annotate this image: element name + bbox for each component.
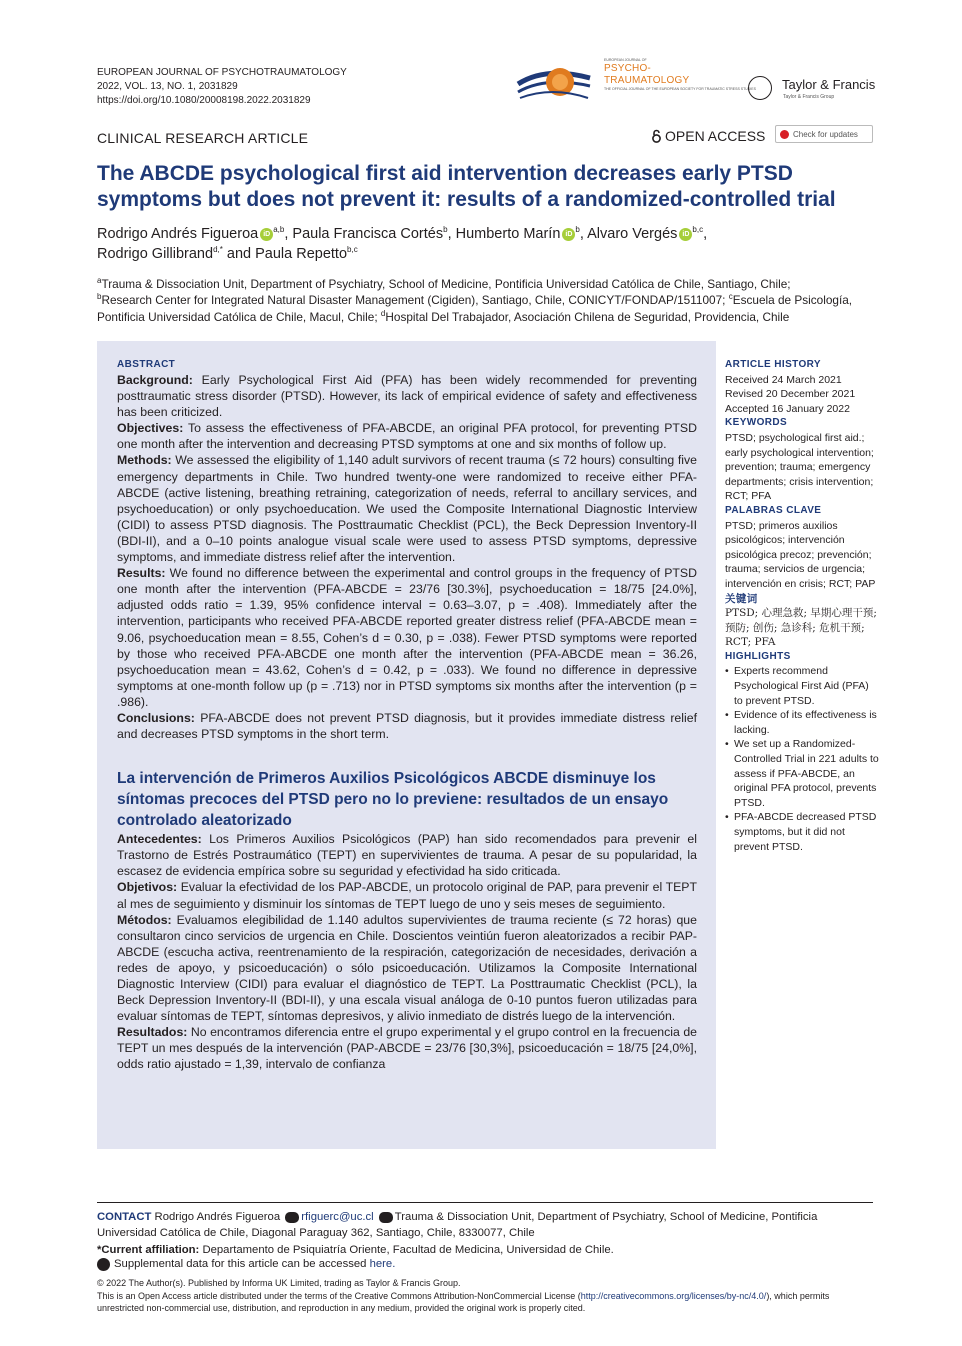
- journal-logo: [516, 58, 756, 108]
- journal-name: EUROPEAN JOURNAL OF PSYCHOTRAUMATOLOGY: [97, 67, 347, 78]
- abstract-conclusions: [117, 710, 697, 742]
- section-label: Objectives:: [117, 421, 184, 436]
- highlights-heading: HIGHLIGHTS: [725, 650, 791, 662]
- section-text: To assess the effectiveness of PFA-ABCDE, an original PFA protocol, for preventing PTSD one month after the intervention and decreasing PTSD symptoms at one and six months of follow up.: [117, 421, 698, 452]
- orcid-icon[interactable]: iD: [679, 228, 692, 241]
- author-name: Rodrigo Gillibrand: [97, 246, 214, 262]
- supplemental-data: [97, 1257, 873, 1272]
- abstract-methods: [117, 452, 697, 565]
- author-sup: b,c: [347, 245, 358, 255]
- current-affiliation: [97, 1243, 873, 1258]
- author-sep: ,: [703, 226, 708, 242]
- affiliations: [97, 276, 882, 325]
- author-name: Paula Repetto: [255, 246, 348, 262]
- logo-small-bottom: THE OFFICIAL JOURNAL OF THE EUROPEAN SOCIETY FOR TRAUMATIC STRESS STUDIES: [604, 87, 756, 91]
- abstract-objectives: [117, 420, 697, 452]
- section-label: Results:: [117, 566, 166, 581]
- revised-date: Revised 20 December 2021: [725, 388, 856, 401]
- author-sep: ,: [447, 226, 456, 242]
- section-text: Evaluar la efectividad de los PAP-ABCDE, un protocolo original de PAP, para prevenir el TEPT al mes de seguimiento y disminuir los síntomas de TEPT luego de uno y seis meses de seguimiento.: [117, 880, 697, 911]
- open-lock-icon: [651, 129, 662, 143]
- license-part: This is an Open Access article distributed under the terms of the Creative Commons Attribution-NonCommercial License (: [97, 1290, 581, 1301]
- author-name: Paula Francisca Cortés: [292, 226, 444, 242]
- affiliation-a: Trauma & Dissociation Unit, Department of Psychiatry, School of Medicine, Pontificia Universidad Católica de Chile, Santiago, Chile;: [101, 277, 791, 291]
- author-sep: and: [222, 246, 256, 262]
- author-sup: d,*: [213, 245, 223, 255]
- author-sep: ,: [284, 226, 293, 242]
- affiliation-c: Escuela de Psicología, Pontificia Universidad Católica de Chile, Macul, Chile;: [97, 293, 853, 324]
- contact-email[interactable]: rfiguerc@uc.cl: [301, 1211, 374, 1223]
- affil-sup: a: [97, 276, 102, 286]
- section-text: No encontramos diferencia entre el grupo experimental y el grupo control en la frecuencia de TEPT un mes después de la intervención (PAP-ABCDE = 23/76 [30,3%], psicoeducación = 18/75 [24,0%], odds ratio ajustado = 1,39, intervalo de confianza: [117, 1025, 697, 1072]
- contact-name: Rodrigo Andrés Figueroa: [154, 1211, 281, 1223]
- section-text: We found no difference between the experimental and control groups in the frequency of PTSD one month after the intervention (PFA-ABCDE = 23/76 [30.3%], psychoeducation = 18/75 [24.0%], adjusted odds ratio = 1.39, 95% confidence interval = 0.63–3.07, p = .408). Immediately after the intervention, participants who received PFA-ABCDE reported greater distress relief (PFA-ABCDE mean = 9.06, psychoeducation mean = 8.55, Cohen’s d = 0.30, p = .038). Fewer PTSD symptoms were reported by those who received PFA-ABCDE one month after the intervention (PFA-ABCDE mean = 36.26, psychoeducation mean = 43.62, Cohen’s d = 0.42, p = .033). We found no difference in depressive symptoms at one-month follow up (p = .713) nor in PTSD symptoms six months after the intervention (p = .986).: [117, 566, 697, 709]
- affiliation-d: Hospital Del Trabajador, Asociación Chilena de Seguridad, Providencia, Chile: [385, 309, 790, 324]
- highlights-list: [725, 664, 880, 854]
- section-label: Methods:: [117, 453, 172, 468]
- highlight-item: • PFA-ABCDE decreased PTSD symptoms, but it did not prevent PTSD.: [725, 810, 880, 854]
- article-title: The ABCDE psychological first aid intervention decreases early PTSD symptoms but does not prevent it: results of a randomized-controlled trial: [97, 162, 836, 211]
- highlight-item: • We set up a Randomized-Controlled Trial in 221 adults to assess if PFA-ABCDE, an original PFA protocol, prevents PTSD.: [725, 737, 880, 810]
- publisher-logo: [748, 76, 878, 106]
- abstract-heading: ABSTRACT: [117, 359, 176, 370]
- current-text: Departamento de Psiquiatría Oriente, Facultad de Medicina, Universidad de Chile.: [202, 1244, 614, 1256]
- license-url[interactable]: http://creativecommons.org/licenses/by-nc/4.0/: [580, 1290, 767, 1301]
- section-text: PFA-ABCDE does not prevent PTSD diagnosis, but it provides immediate distress relief and decreases PTSD symptoms in the short term.: [117, 710, 697, 742]
- es-metodos: [117, 912, 697, 1025]
- abstract-box: [97, 341, 716, 1149]
- author-sup: b,c: [692, 225, 704, 235]
- open-access-label: OPEN ACCESS: [665, 128, 766, 144]
- abstract-content: [117, 358, 697, 1073]
- keywords-heading: KEYWORDS: [725, 417, 788, 429]
- copyright: [97, 1277, 873, 1315]
- check-updates-label: Check for updates: [793, 129, 858, 139]
- article-sidebar: [725, 358, 880, 854]
- author-name: Rodrigo Andrés Figueroa: [97, 226, 259, 242]
- author-sup: b: [443, 225, 448, 235]
- history-heading: ARTICLE HISTORY: [725, 359, 822, 370]
- es-antecedentes: [117, 831, 697, 879]
- section-label: Background:: [117, 373, 193, 387]
- publisher-lamp-icon: [748, 76, 772, 100]
- affil-sup: c: [728, 292, 733, 302]
- supplemental-link[interactable]: here.: [369, 1258, 396, 1270]
- check-updates-button[interactable]: [775, 125, 873, 143]
- section-text: Los Primeros Auxilios Psicológicos (PAP) han sido recomendados para prevenir el Trastorno de Estrés Postraumático (TEPT) en supervivientes de trauma. A pesar de su popularidad, la escasez de evidencia empírica sobre su seguridad y efectividad ha sido criticada.: [117, 832, 697, 879]
- supplemental-text: Supplemental data for this article can be accessed: [114, 1258, 367, 1270]
- publisher-sub: Taylor & Francis Group: [783, 94, 835, 100]
- section-label: Antecedentes:: [117, 832, 202, 847]
- article-type: CLINICAL RESEARCH ARTICLE: [97, 130, 309, 146]
- received-date: Received 24 March 2021: [725, 373, 842, 386]
- abstract-background: [117, 372, 697, 420]
- highlight-item: • Experts recommend Psychological First Aid (PFA) to prevent PTSD.: [725, 664, 880, 708]
- section-text: Early Psychological First Aid (PFA) has been widely recommended for preventing posttraumatic stress disorder (PTSD). However, its lack of empirical evidence of safety and effectiveness has been criticized.: [117, 373, 697, 420]
- publisher-name: Taylor & Francis: [782, 77, 876, 92]
- journal-header: [97, 66, 347, 108]
- author-list: [97, 224, 887, 264]
- license-part: ), which permits unrestricted non-commercial use, distribution, and reproduction in any medium, provided the original work is properly cited.: [97, 1290, 830, 1313]
- spanish-abstract-title: La intervención de Primeros Auxilios Psicológicos ABCDE disminuye los síntomas precoces del PTSD pero no lo previene: resultados de un ensayo controlado aleatorizado: [117, 770, 669, 830]
- journal-volume: 2022, VOL. 13, NO. 1, 2031829: [97, 81, 238, 92]
- orcid-icon[interactable]: iD: [562, 228, 575, 241]
- check-updates-icon: [780, 130, 789, 139]
- footer-divider: [97, 1202, 873, 1203]
- cjk-keywords-heading: 关键词: [725, 592, 758, 605]
- contact-info: [97, 1210, 873, 1241]
- logo-name-line1: PSYCHO-: [604, 63, 651, 74]
- copyright-line: © 2022 The Author(s). Published by Informa UK Limited, trading as Taylor & Francis Group.: [97, 1278, 461, 1288]
- contact-address: Trauma & Dissociation Unit, Department of Psychiatry, School of Medicine, Pontificia Universidad Católica de Chile, Diagonal Paraguay 362, Santiago, Chile, 8330077, Chile: [97, 1211, 818, 1239]
- logo-name-line2: TRAUMATOLOGY: [604, 75, 690, 86]
- author-sup: b: [575, 225, 580, 235]
- author-name: Alvaro Vergés: [587, 226, 678, 242]
- palabras-clave: PTSD; primeros auxilios psicológicos; intervención psicológica precoz; prevención; trauma; servicios de urgencia; intervención en crisis; RCT; PAP: [725, 519, 876, 590]
- current-label: *Current affiliation:: [97, 1244, 200, 1256]
- supplemental-icon: [97, 1258, 110, 1271]
- license-text: [97, 1290, 873, 1315]
- palabras-heading: PALABRAS CLAVE: [725, 504, 822, 516]
- author-name: Humberto Marín: [455, 226, 561, 242]
- open-access-badge: [651, 128, 765, 144]
- abstract-results: [117, 565, 697, 710]
- highlight-item: • Evidence of its effectiveness is lacking.: [725, 708, 880, 737]
- es-resultados: [117, 1024, 697, 1072]
- section-text: Evaluamos elegibilidad de 1.140 adultos supervivientes de trauma reciente (≤ 72 horas) que consultaron cinco servicios de urgencia en Chile. Doscientos veintiún fueron aleatorizados a recibir PAP-ABCDE (escucha activa, reentrenamiento de la respiración, categorización de necesidades, derivación a redes de apoyo, y psicoeducación) o sólo psicoeducación. Utilizamos la Composite International Diagnostic Interview (CIDI) para evaluar el diagnóstico de TEPT. La Posttraumatic Checklist (PCL), la Beck Depression Inventory-II (BDI-II), y una escala visual análoga de 0-10 puntos fueron utilizadas para evaluar síntomas de TEPT, síntomas depresivos, y alivio inmediato de distrés luego de la intervención.: [117, 912, 697, 1024]
- author-sep: ,: [579, 226, 588, 242]
- contact-label: CONTACT: [97, 1211, 152, 1223]
- affil-sup: b: [97, 292, 102, 302]
- orcid-icon[interactable]: iD: [260, 228, 273, 241]
- section-label: Objetivos:: [117, 880, 178, 895]
- affiliation-b: Research Center for Integrated Natural Disaster Management (Cigiden), Santiago, Chile, CONICYT/FONDAP/1511007;: [101, 293, 726, 308]
- section-label: Métodos:: [117, 912, 172, 927]
- cjk-keywords: PTSD; 心理急救; 早期心理干预; 预防; 创伤; 急诊科; 危机干预; RCT; PFA: [725, 607, 877, 649]
- es-objetivos: [117, 879, 697, 911]
- doi-link[interactable]: https://doi.org/10.1080/20008198.2022.2031829: [97, 95, 311, 106]
- email-icon: [285, 1212, 299, 1223]
- author-sup: a,b: [273, 225, 285, 235]
- logo-small-top: EUROPEAN JOURNAL OF: [604, 58, 647, 62]
- affil-sup: d: [380, 308, 386, 318]
- address-icon: [379, 1212, 393, 1223]
- accepted-date: Accepted 16 January 2022: [725, 402, 850, 415]
- journal-logo-art: [516, 62, 592, 104]
- section-label: Conclusions:: [117, 710, 195, 725]
- section-text: We assessed the eligibility of 1,140 adult survivors of recent trauma (≤ 72 hours) consulting five emergency departments in Chile. Two hundred twenty-one were randomized to receive either PFA-ABCDE (active listening, breathing retraining, categorization of needs, referral to ancillary services, and psychoeducation) or only psychoeducation. We used the Composite International Diagnostic Interview (CIDI) to assess PTSD diagnosis. The Posttraumatic Checklist (PCL), the Beck Depression Inventory-II (BDI-II), and a 0–10 points analogue visual scale were used to assess PTSD symptoms, depressive symptoms, and immediate distress relief after the intervention.: [117, 453, 697, 565]
- keywords: PTSD; psychological first aid.; early psychological intervention; prevention; trauma; emergency departments; crisis intervention; RCT; PFA: [725, 431, 874, 503]
- section-label: Resultados:: [117, 1025, 188, 1040]
